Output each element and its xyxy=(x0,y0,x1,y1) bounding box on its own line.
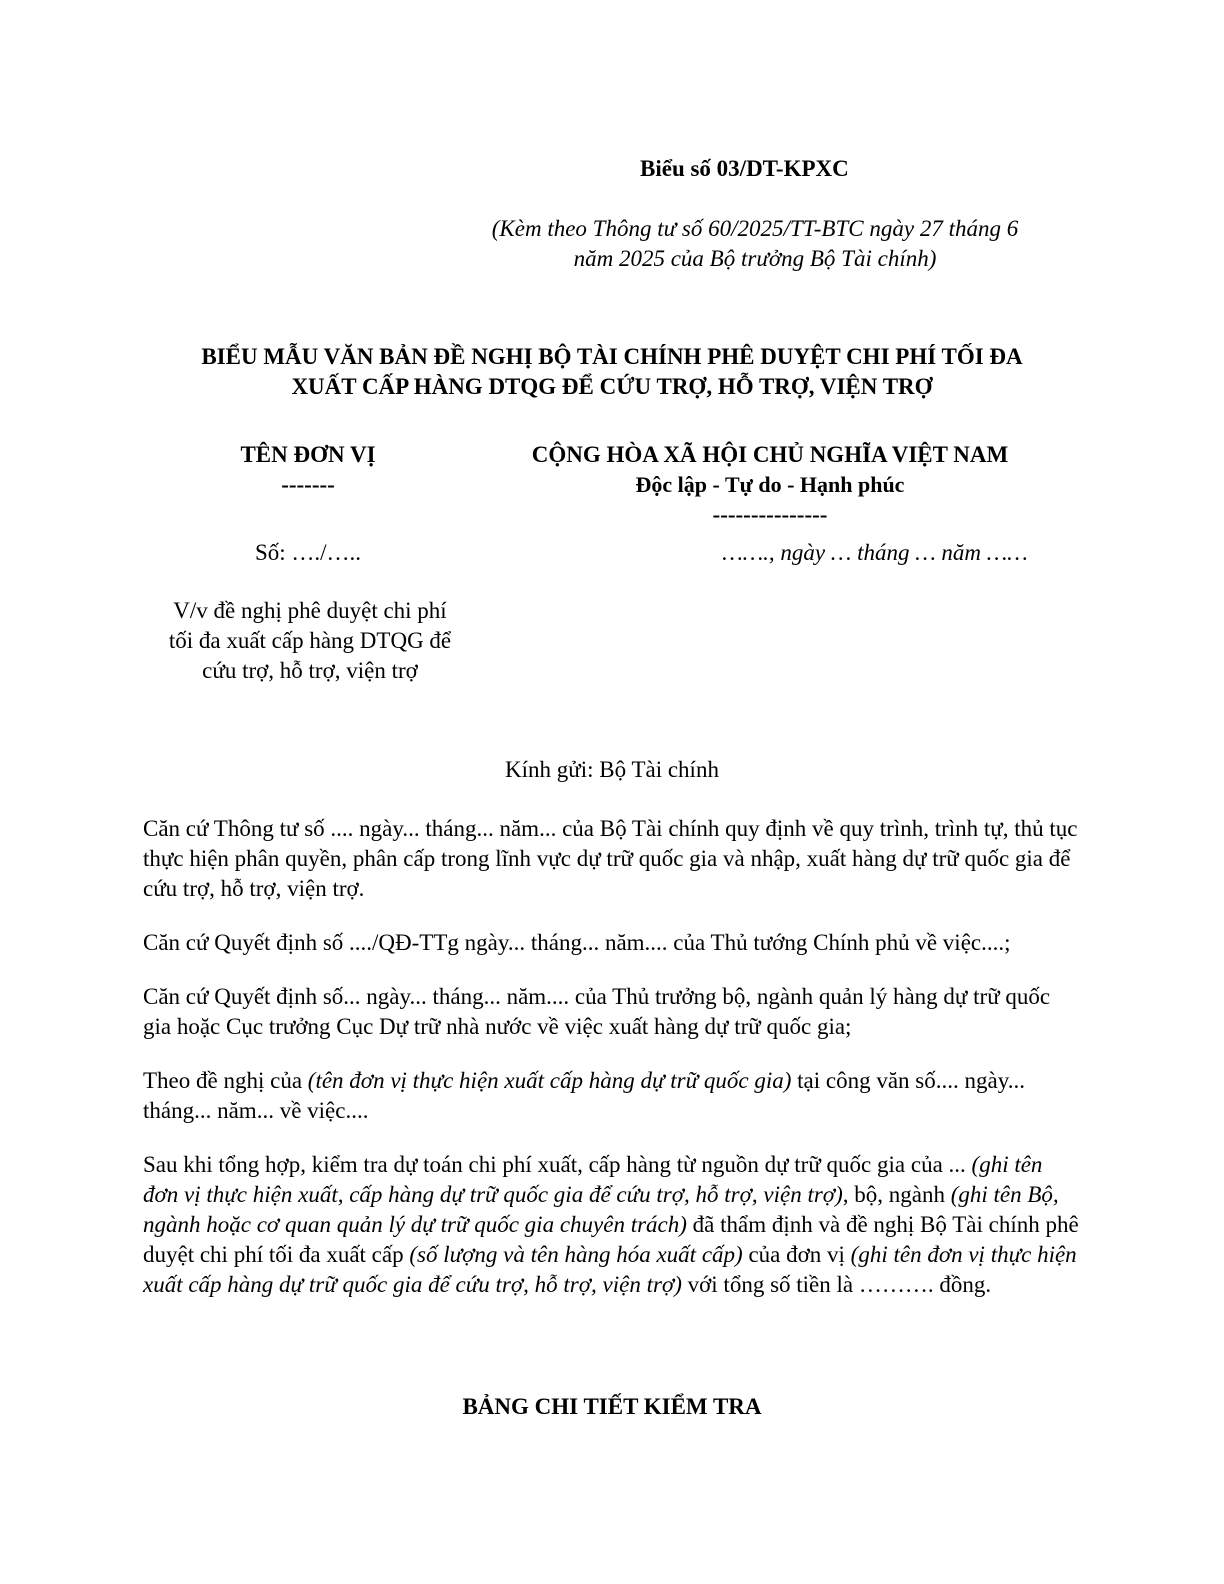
p5-text-i: với tổng số tiền là ………. đồng. xyxy=(681,1272,992,1297)
document-body xyxy=(143,814,1083,1324)
recipient: Kính gửi: Bộ Tài chính xyxy=(505,757,719,782)
document-title xyxy=(110,342,1114,402)
attachment-note xyxy=(440,214,1070,274)
document-title-line-2: XUẤT CẤP HÀNG DTQG ĐỂ CỨU TRỢ, HỖ TRỢ, VIỆN TRỢ xyxy=(291,374,933,399)
paragraph-5 xyxy=(143,1150,1083,1300)
paragraph-2: Căn cứ Quyết định số ..../QĐ-TTg ngày... tháng... năm.... của Thủ tướng Chính phủ về việc....; xyxy=(143,930,1011,955)
paragraph-3: Căn cứ Quyết định số... ngày... tháng... năm.... của Thủ trưởng bộ, ngành quản lý hàng dự trữ quốc gia hoặc Cục trưởng Cục Dự trữ nhà nước về việc xuất hàng dự trữ quốc gia; xyxy=(143,984,1051,1039)
attachment-line-2: năm 2025 của Bộ trưởng Bộ Tài chính) xyxy=(573,246,937,271)
document-subject xyxy=(140,596,480,686)
p5-italic-h: (ghi tên đơn vị thực hiện xuất cấp hàng dự trữ quốc gia để cứu trợ, hỗ trợ, viện trợ) xyxy=(143,1242,1077,1297)
state-motto: Độc lập - Tự do - Hạnh phúc xyxy=(635,472,905,497)
p5-italic-f: (số lượng và tên hàng hóa xuất cấp) xyxy=(409,1242,743,1267)
p5-italic-d: (ghi tên Bộ, ngành hoặc cơ quan quản lý dự trữ quốc gia chuyên trách) xyxy=(143,1182,1059,1237)
p5-text-a: Sau khi tổng hợp, kiểm tra dự toán chi phí xuất, cấp hàng từ nguồn dự trữ quốc gia của ... xyxy=(143,1152,972,1177)
subject-line-3: cứu trợ, hỗ trợ, viện trợ xyxy=(202,658,418,683)
table-title: BẢNG CHI TIẾT KIỂM TRA xyxy=(462,1394,762,1419)
paragraph-4 xyxy=(143,1066,1083,1126)
p4-text-c: tại công văn số.... ngày... tháng... năm... về việc.... xyxy=(143,1068,1025,1123)
unit-divider: ------- xyxy=(281,472,335,497)
p5-italic-b: (ghi tên đơn vị thực hiện xuất, cấp hàng dự trữ quốc gia để cứu trợ, hỗ trợ, viện trợ) xyxy=(143,1152,1043,1207)
subject-line-1: V/v đề nghị phê duyệt chi phí xyxy=(173,598,447,623)
state-header xyxy=(490,440,1050,530)
p4-text-a: Theo đề nghị của xyxy=(143,1068,308,1093)
unit-header xyxy=(158,440,458,500)
attachment-line-1: (Kèm theo Thông tư số 60/2025/TT-BTC ngày 27 tháng 6 xyxy=(491,216,1019,241)
document-number: Số: …./….. xyxy=(254,540,362,565)
subject-line-2: tối đa xuất cấp hàng DTQG để xyxy=(168,628,452,653)
document-date: ……., ngày … tháng … năm …… xyxy=(722,540,1028,565)
p5-text-e: đã thẩm định và đề nghị Bộ Tài chính phê duyệt chi phí tối đa xuất cấp xyxy=(143,1212,1079,1267)
unit-name: TÊN ĐƠN VỊ xyxy=(240,442,376,467)
state-divider: --------------- xyxy=(712,502,828,527)
p4-italic-b: (tên đơn vị thực hiện xuất cấp hàng dự trữ quốc gia) xyxy=(307,1068,792,1093)
state-name: CỘNG HÒA XÃ HỘI CHỦ NGHĨA VIỆT NAM xyxy=(531,442,1009,467)
p5-text-g: của đơn vị xyxy=(742,1242,851,1267)
paragraph-1: Căn cứ Thông tư số .... ngày... tháng... năm... của Bộ Tài chính quy định về quy trình, trình tự, thủ tục thực hiện phân quyền, phân cấp trong lĩnh vực dự trữ quốc gia và nhập, xuất hàng dự trữ quốc gia để cứu trợ, hỗ trợ, viện trợ. xyxy=(143,816,1078,901)
form-code: Biểu số 03/DT-KPXC xyxy=(640,156,849,181)
document-title-line-1: BIỂU MẪU VĂN BẢN ĐỀ NGHỊ BỘ TÀI CHÍNH PHÊ DUYỆT CHI PHÍ TỐI ĐA xyxy=(201,344,1023,369)
p5-text-c: , bộ, ngành xyxy=(842,1182,951,1207)
